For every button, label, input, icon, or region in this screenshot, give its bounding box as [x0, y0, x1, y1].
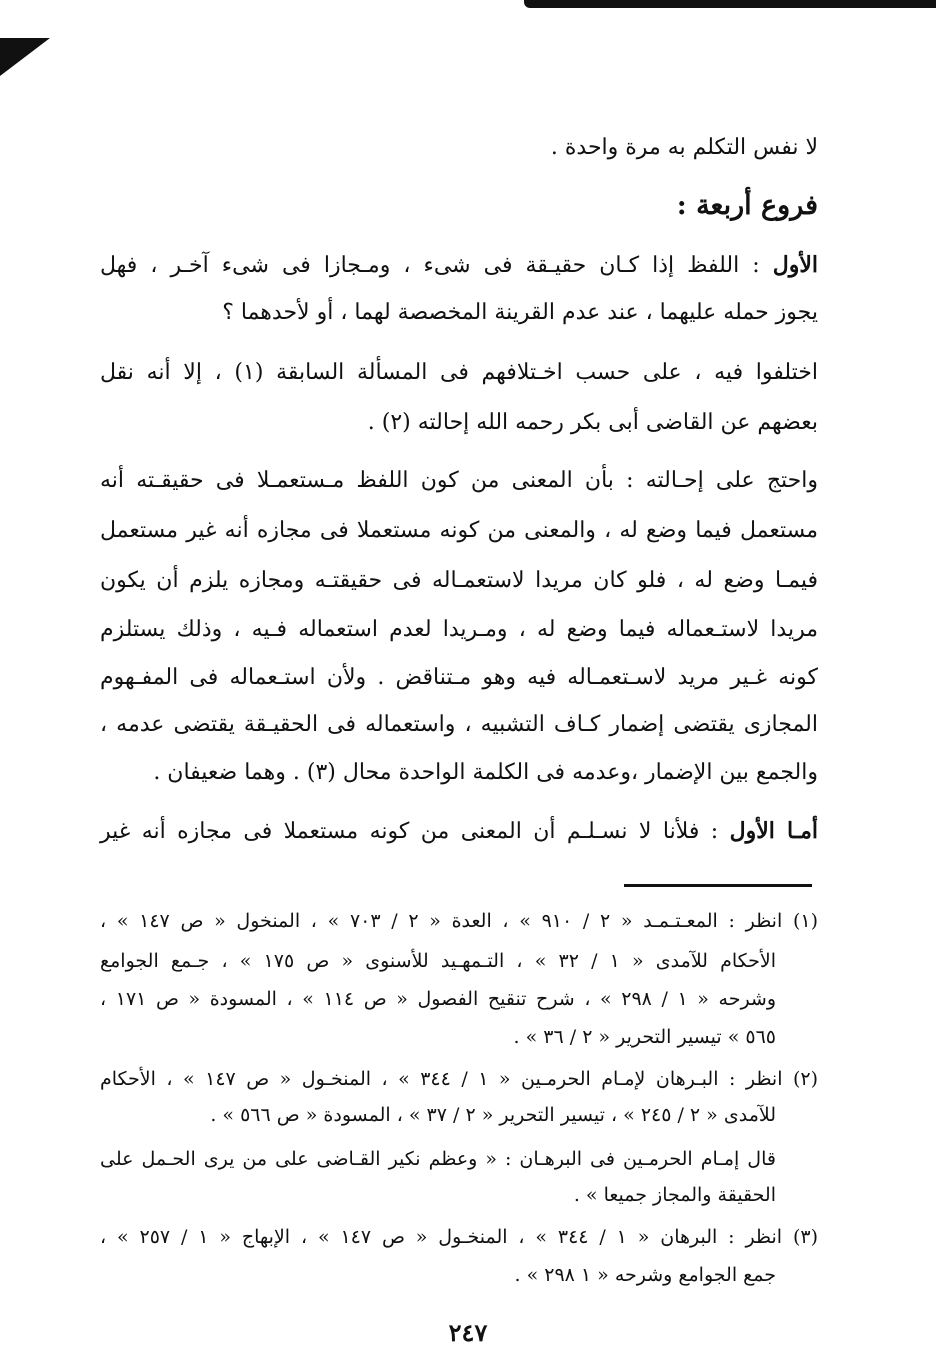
- footnote-1-line1: (١) انظر : المعـتـمـد « ٢ / ٩١٠ » ، العدة « ٢ / ٧٠٣ » ، المنخول « ص ١٤٧ » ،: [100, 910, 818, 932]
- footnote-1-line4: ٥٦٥ » تيسير التحرير « ٢ / ٣٦ » .: [513, 1026, 776, 1048]
- footnote-2-line3: قال إمـام الحرمـين فى البرهـان : « وعظم نكير القـاضى على من يرى الحـمل على: [100, 1148, 776, 1170]
- p3-line1: واحتج على إحـالته : بأن المعنى من كون اللفظ مـستعمـلا فى حقيقـته أنه: [100, 468, 818, 493]
- p1-line1-text: : اللفظ إذا كـان حقيـقة فى شىء ، ومـجازا فى شىء آخـر ، فهل: [100, 253, 760, 278]
- footnote-separator: [624, 884, 812, 887]
- p3-line3: فيمـا وضع له ، فلو كان مريدا لاستعمـاله فى حقيقتـه ومجازه يلزم أن يكون: [100, 568, 818, 593]
- p3-line2: مستعمل فيما وضع له ، والمعنى من كونه مستعملا فى مجازه أنه غير مستعمل: [100, 518, 818, 543]
- footnote-2-line2: للآمدى « ٢ / ٢٤٥ » ، تيسير التحرير « ٢ / ٣٧ » ، المسودة « ص ٥٦٦ » .: [210, 1104, 776, 1126]
- footnote-3-line1: (٣) انظر : البرهان « ١ / ٣٤٤ » ، المنخـول « ص ١٤٧ » ، الإبهاج « ١ / ٢٥٧ » ،: [100, 1226, 819, 1248]
- p1-lead: الأول: [772, 252, 818, 278]
- p3-line7: والجمع بين الإضمار ،وعدمه فى الكلمة الواحدة محال (٣) . وهما ضعيفان .: [153, 760, 818, 785]
- section-heading: فروع أربعة :: [676, 190, 818, 221]
- intro-line: لا نفس التكلم به مرة واحدة .: [550, 135, 818, 160]
- p1-line2: يجوز حمله عليهما ، عند عدم القرينة المخصصة لهما ، أو لأحدهما ؟: [222, 300, 818, 325]
- p3-line5: كونه غـير مريد لاسـتعمـاله فيه وهو مـتناقض . ولأن استـعماله فى المفـهوم: [100, 665, 818, 690]
- p2-line1: اختلفوا فيه ، على حسب اخـتلافهم فى المسألة السابقة (١) ، إلا أنه نقل: [100, 360, 818, 385]
- footnote-3-line2: جمع الجوامع وشرحه « ١ ٢٩٨ » .: [514, 1264, 776, 1286]
- footnote-1-line2: الأحكام للآمدى « ١ / ٣٢ » ، التـمهـيد للأسنوى « ص ١٧٥ » ، جـمع الجوامع: [100, 950, 777, 972]
- p3-line4: مريدا لاستـعماله فيما وضع له ، ومـريدا لعدم استعماله فـيه ، وذلك يستلزم: [100, 617, 818, 642]
- p4-lead: أمـا الأول: [729, 818, 818, 844]
- p3-line6: المجازى يقتضى إضمار كـاف التشبيه ، واستعماله فى الحقيـقة يقتضى عدمه ،: [100, 712, 818, 737]
- p2-line2: بعضهم عن القاضى أبى بكر رحمه الله إحالته (٢) .: [367, 410, 818, 435]
- p4-line1: [100, 818, 818, 844]
- corner-triangle-mark: [0, 38, 50, 78]
- p1-line1: [100, 252, 818, 278]
- p4-line1-text: : فلأنا لا نسـلـم أن المعنى من كونه مستعملا فى مجازه أنه غير: [100, 819, 719, 844]
- footnote-2-line1: (٢) انظر : البـرهان لإمـام الحرمـين « ١ / ٣٤٤ » ، المنخـول « ص ١٤٧ » ، الأحكام: [100, 1068, 819, 1090]
- footnote-1-line3: وشرحه « ١ / ٢٩٨ » ، شرح تنقيح الفصول « ص ١١٤ » ، المسودة « ص ١٧١ ،: [100, 988, 777, 1010]
- page-number: ٢٤٧: [448, 1318, 488, 1347]
- top-edge-rule: [524, 0, 936, 8]
- footnote-2-line4: الحقيقة والمجاز جميعا » .: [573, 1184, 776, 1206]
